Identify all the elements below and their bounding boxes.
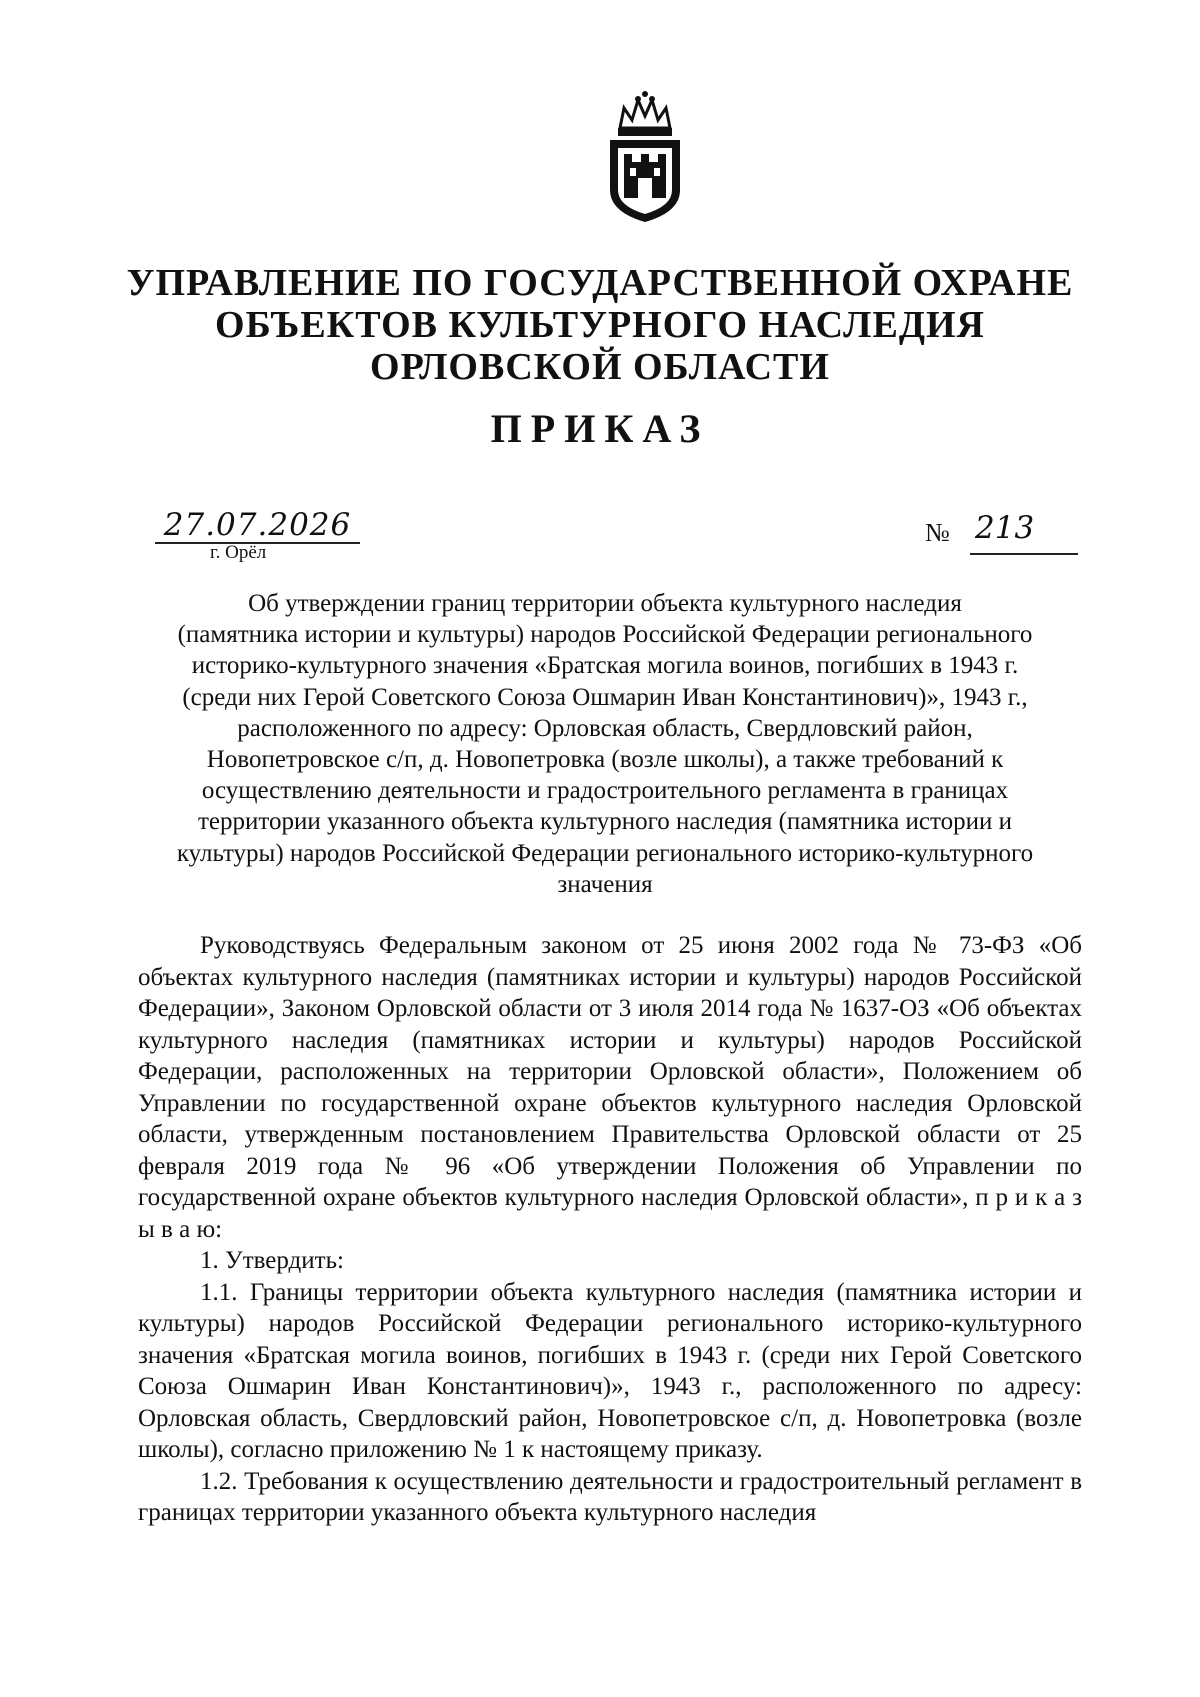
item-1-2-paragraph: 1.2. Требования к осуществлению деятельности и градостроительный регламент в границах территории указанного объекта культурного наследия [138, 1467, 1082, 1526]
item-1-paragraph: 1. Утвердить: [200, 1247, 344, 1274]
city-label: г. Орёл [210, 542, 267, 563]
agency-line: УПРАВЛЕНИЕ ПО ГОСУДАРСТВЕННОЙ ОХРАНЕ [126, 262, 1074, 304]
agency-line: ОРЛОВСКОЙ ОБЛАСТИ [370, 346, 830, 388]
subject-line: значения [557, 870, 653, 898]
orel-region-coat-of-arms-icon [590, 90, 700, 225]
subject-line: (среди них Герой Советского Союза Ошмарин Иван Константинович)», 1943 г., [182, 683, 1028, 711]
subject-line: Об утверждении границ территории объекта культурного наследия [248, 590, 962, 617]
handwritten-date: 27.07.2026 [155, 508, 360, 544]
document-subject [130, 588, 1080, 900]
subject-line: (памятника истории и культуры) народов Российской Федерации регионального [177, 621, 1033, 649]
subject-line: расположенного по адресу: Орловская область, Свердловский район, [237, 714, 973, 742]
handwritten-number: 213 [975, 510, 1035, 546]
subject-line: осуществлению деятельности и градостроительного регламента в границах [201, 777, 1009, 805]
document-title: ПРИКАЗ [490, 406, 710, 451]
agency-name [100, 262, 1100, 388]
item-1-1-paragraph: 1.1. Границы территории объекта культурного наследия (памятника истории и культуры) народов Российской Федерации регионального историко-культурного значения «Братская могила воинов, погибших в 1943 г. (среди них Герой Советского Союза Ошмарин Иван Константинович)», 1943 г., расположенного по адресу: Орловская область, Свердловский район, Новопетровское с/п, д. Новопетровка (возле школы), согласно приложению № 1 к настоящему приказу. [138, 1278, 1082, 1463]
agency-line: ОБЪЕКТОВ КУЛЬТУРНОГО НАСЛЕДИЯ [215, 304, 985, 346]
number-label: № [925, 518, 950, 547]
preamble-paragraph: Руководствуясь Федеральным законом от 25 июня 2002 года № 73-ФЗ «Об объектах культурного наследия (памятниках истории и культуры) народов Российской Федерации», Законом Орловской области от 3 июля 2014 года № 1637-ОЗ «Об объектах культурного наследия (памятниках истории и культуры) народов Российской Федерации, расположенных на территории Орловской области», Положением об Управлении по государственной охране объектов культурного наследия Орловской области, утвержденным постановлением Правительства Орловской области от 25 февраля 2019 года № 96 «Об утверждении Положения об Управлении по государственной охране объектов культурного наследия Орловской области», п р и к а з ы в а ю: [138, 932, 1082, 1243]
subject-line: Новопетровское с/п, д. Новопетровка (возле школы), а также требований к [206, 746, 1004, 774]
subject-line: культуры) народов Российской Федерации регионального историко-культурного [176, 839, 1034, 867]
number-underline [970, 553, 1078, 555]
document-body [138, 930, 1082, 1529]
subject-line: историко-культурного значения «Братская могила воинов, погибших в 1943 г. [191, 652, 1019, 680]
subject-line: территории указанного объекта культурного наследия (памятника истории и [197, 808, 1012, 836]
